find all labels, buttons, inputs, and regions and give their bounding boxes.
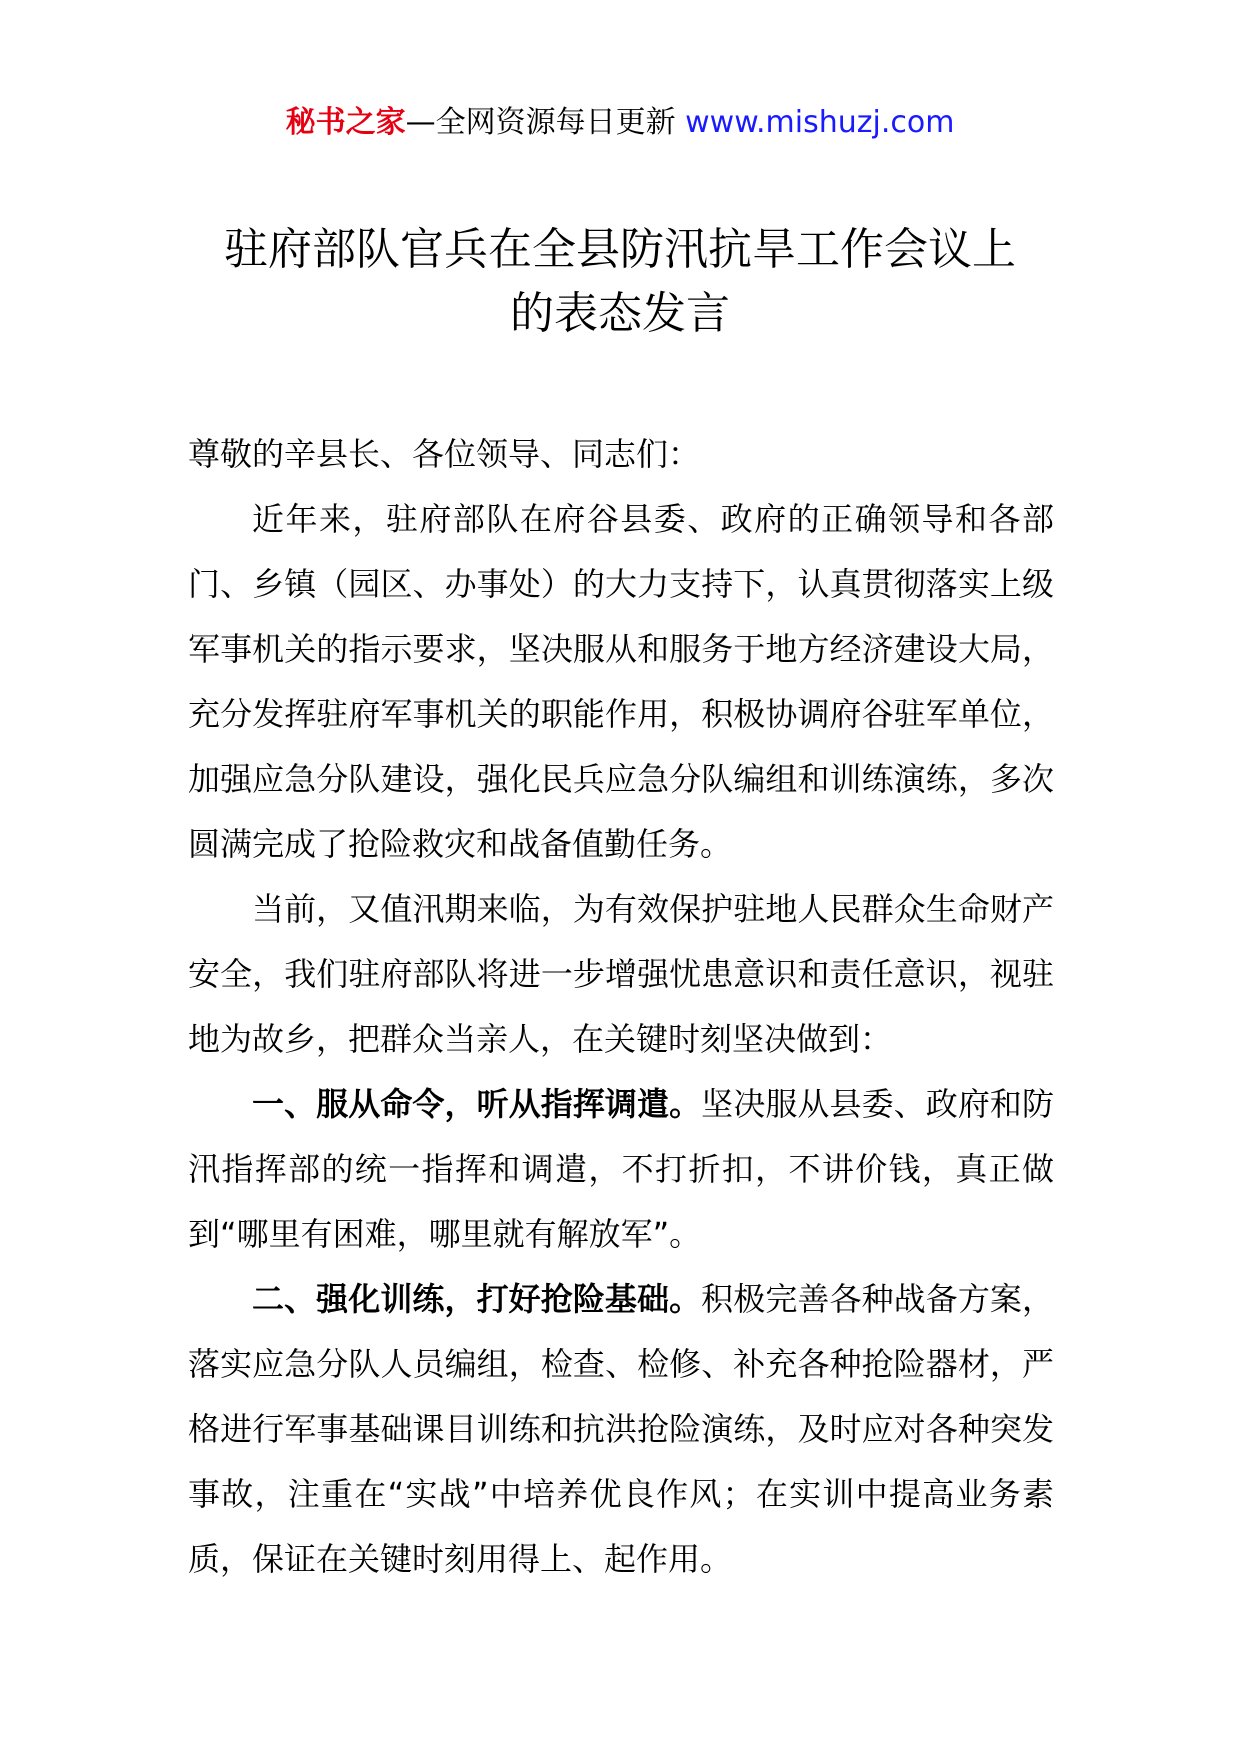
point-1-body: 坚决服从县委、政府和防汛指挥部的统一指挥和调遣，不打折扣，不讲价钱，真正做到“哪里有困难，哪里就有解放军”。	[188, 1085, 1054, 1253]
document-body	[188, 422, 1054, 1592]
point-1-heading: 一、服从命令，听从指挥调遣。	[252, 1085, 702, 1123]
salutation: 尊敬的辛县长、各位领导、同志们：	[188, 435, 701, 473]
document-title-line-2: 的表态发言	[510, 288, 730, 339]
point-1	[188, 1072, 1054, 1267]
point-2-heading: 二、强化训练，打好抢险基础。	[252, 1280, 702, 1318]
site-header	[0, 100, 1240, 146]
site-tagline: —全网资源每日更新	[405, 105, 686, 140]
point-2-body: 积极完善各种战备方案，落实应急分队人员编组，检查、检修、补充各种抢险器材，严格进行军事基础课目训练和抗洪抢险演练，及时应对各种突发事故，注重在“实战”中培养优良作风；在实训中提高业务素质，保证在关键时刻用得上、起作用。	[188, 1280, 1054, 1578]
site-url-link[interactable]: www.mishuzj.com	[685, 105, 955, 140]
site-brand: 秘书之家	[285, 105, 406, 140]
point-2	[188, 1267, 1054, 1592]
document-title-line-1: 驻府部队官兵在全县防汛抗旱工作会议上	[224, 224, 1016, 275]
document-title	[150, 218, 1090, 346]
paragraph-1: 近年来，驻府部队在府谷县委、政府的正确领导和各部门、乡镇（园区、办事处）的大力支持下，认真贯彻落实上级军事机关的指示要求，坚决服从和服务于地方经济建设大局，充分发挥驻府军事机关的职能作用，积极协调府谷驻军单位，加强应急分队建设，强化民兵应急分队编组和训练演练，多次圆满完成了抢险救灾和战备值勤任务。	[188, 500, 1054, 863]
paragraph-2: 当前，又值汛期来临，为有效保护驻地人民群众生命财产安全，我们驻府部队将进一步增强忧患意识和责任意识，视驻地为故乡，把群众当亲人，在关键时刻坚决做到：	[188, 890, 1054, 1058]
